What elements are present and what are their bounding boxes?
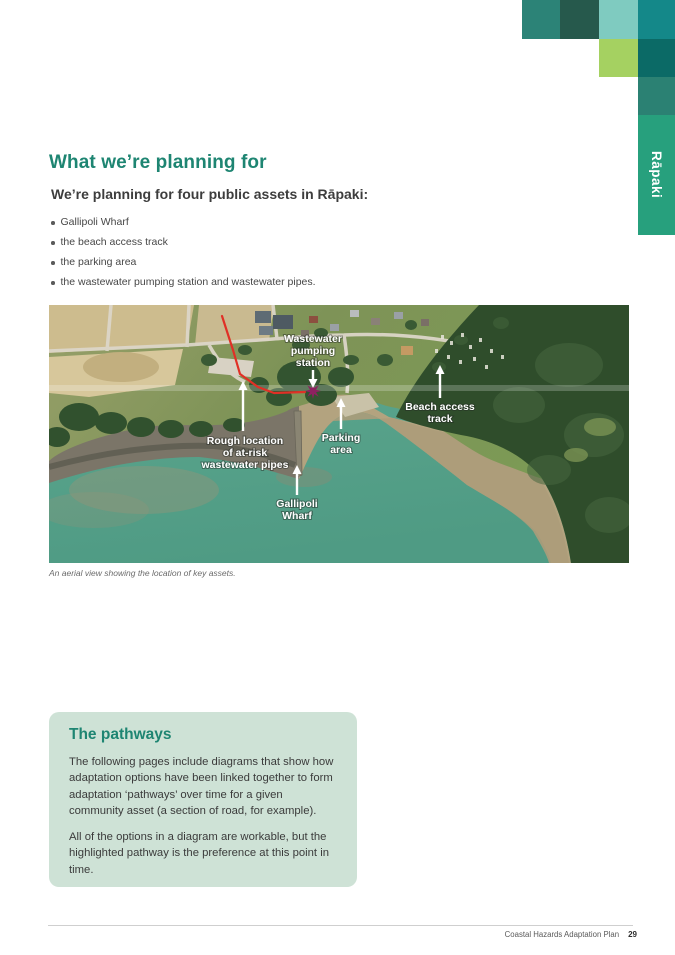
label-text: station	[295, 357, 331, 369]
list-item-label: the parking area	[60, 256, 137, 268]
photo-caption: An aerial view showing the location of key assets.	[49, 568, 236, 578]
assets-bullet-list	[51, 216, 316, 296]
section-tab-label: Rāpaki	[649, 151, 664, 199]
list-item	[51, 236, 316, 256]
pathways-paragraph: All of the options in a diagram are workable, but the highlighted pathway is the preference at this point in time.	[69, 831, 329, 876]
bullet-icon	[51, 261, 55, 265]
pathways-paragraph: The following pages include diagrams that show how adaptation options have been linked together to form adaptation ‘pathways’ over time for a given community asset (a section of road, for example).	[69, 756, 334, 817]
label-text: of at-risk	[222, 447, 268, 459]
page-title: What we’re planning for	[49, 152, 267, 173]
pathways-title: The pathways	[69, 726, 172, 743]
label-text: Wharf	[282, 510, 312, 522]
field-dirt-patch	[83, 352, 159, 382]
aerial-photo	[49, 305, 629, 563]
list-item	[51, 216, 316, 236]
footer	[505, 930, 637, 939]
section-subheading: We’re planning for four public assets in Rāpaki:	[51, 186, 369, 202]
bullet-icon	[51, 281, 55, 285]
list-item-label: the wastewater pumping station and wastewater pipes.	[60, 276, 316, 288]
list-item-label: Gallipoli Wharf	[60, 216, 129, 228]
list-item	[51, 276, 316, 296]
footer-divider	[48, 925, 633, 926]
label-text: area	[330, 444, 352, 456]
mosaic-square	[599, 0, 638, 39]
label-text: Parking	[321, 432, 361, 444]
footer-page-number: 29	[628, 930, 637, 939]
label-text: Gallipoli	[276, 498, 318, 510]
mosaic-square	[599, 39, 638, 77]
mosaic-square	[560, 0, 599, 39]
label-text: Beach access	[405, 401, 475, 413]
footer-doc-title: Coastal Hazards Adaptation Plan	[504, 930, 620, 939]
mosaic-square	[638, 0, 675, 39]
label-text: track	[427, 413, 453, 425]
label-text: wastewater pipes	[201, 459, 289, 471]
mosaic-square	[638, 77, 675, 115]
label-text: Rough location	[206, 435, 284, 447]
bullet-icon	[51, 241, 55, 245]
label-text: Wastewater	[284, 333, 342, 345]
list-item	[51, 256, 316, 276]
mosaic-square	[638, 39, 675, 77]
pathways-callout-box	[49, 712, 357, 887]
bullet-icon	[51, 221, 55, 225]
section-tab-rapaki	[638, 115, 675, 235]
list-item-label: the beach access track	[60, 236, 168, 248]
mosaic-square	[522, 0, 560, 39]
photo-stitch-band	[49, 385, 629, 391]
label-text: pumping	[290, 345, 336, 357]
